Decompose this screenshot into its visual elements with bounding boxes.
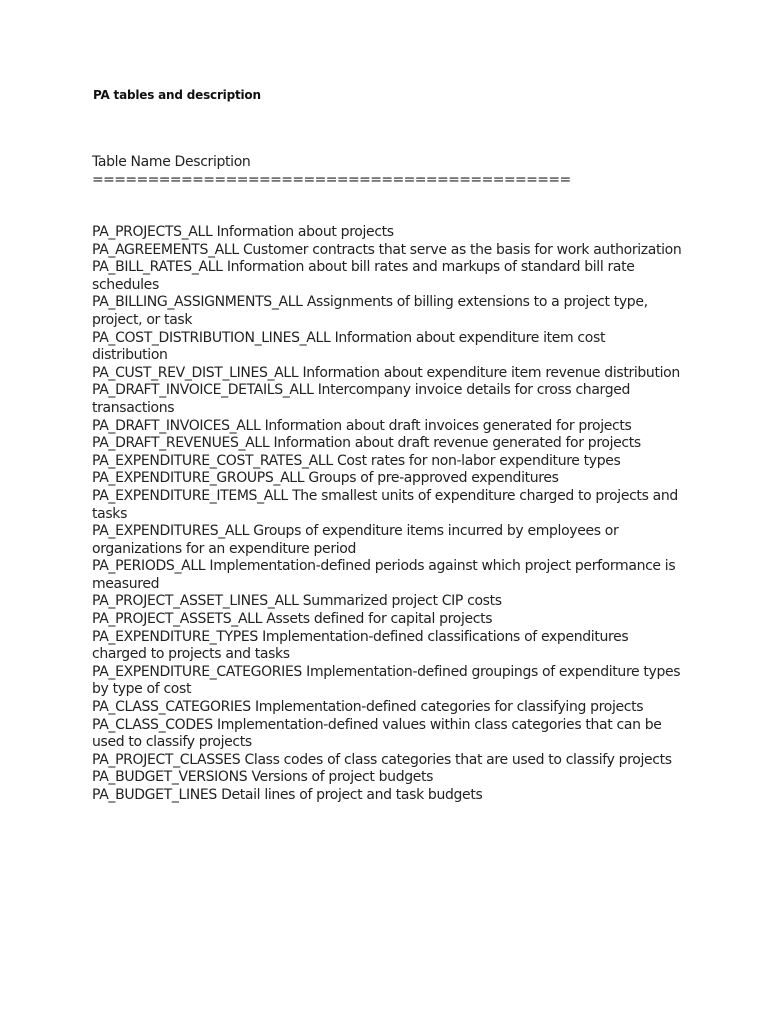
table-description: Cost rates for non-labor expenditure types xyxy=(337,452,621,469)
table-entry xyxy=(92,330,682,365)
table-entry xyxy=(92,558,682,593)
table-entry xyxy=(92,242,682,260)
table-entry xyxy=(92,629,682,664)
table-description: Customer contracts that serve as the basis for work authorization xyxy=(242,241,682,258)
table-description: Summarized project CIP costs xyxy=(302,593,502,610)
table-name: PA_BUDGET_VERSIONS xyxy=(92,769,248,786)
table-description: Class codes of class categories that are used to classify projects xyxy=(244,751,672,768)
table-name: PA_PERIODS_ALL xyxy=(92,558,206,575)
table-name: PA_PROJECT_ASSET_LINES_ALL xyxy=(92,593,299,610)
table-entry xyxy=(92,224,682,242)
table-entry xyxy=(92,787,682,805)
table-name: PA_EXPENDITURE_CATEGORIES xyxy=(92,663,302,680)
table-entry xyxy=(92,453,682,471)
table-entry xyxy=(92,418,682,436)
table-description: Implementation-defined classifications of expenditures charged to projects and tasks xyxy=(92,628,629,663)
table-name: PA_DRAFT_INVOICE_DETAILS_ALL xyxy=(92,382,314,399)
table-entry xyxy=(92,259,682,294)
table-entry xyxy=(92,488,682,523)
table-name: PA_COST_DISTRIBUTION_LINES_ALL xyxy=(92,329,331,346)
table-description: Implementation-defined periods against which project performance is measured xyxy=(92,558,676,592)
table-description: Information about expenditure item revenue distribution xyxy=(302,364,680,381)
table-description: Detail lines of project and task budgets xyxy=(221,787,483,803)
table-description: The smallest units of expenditure charged to projects and tasks xyxy=(92,487,678,522)
table-description: Intercompany invoice details for cross charged transactions xyxy=(92,382,631,416)
table-entry xyxy=(92,664,682,699)
header-rule: =========================================== xyxy=(92,171,571,188)
table-description: Assets defined for capital projects xyxy=(266,611,493,628)
table-entry xyxy=(92,593,682,611)
table-entry xyxy=(92,294,682,329)
table-name: PA_CUST_REV_DIST_LINES_ALL xyxy=(92,364,299,381)
table-name: PA_EXPENDITURE_TYPES xyxy=(92,628,258,645)
table-name: PA_DRAFT_REVENUES_ALL xyxy=(92,435,270,452)
table-description: Information about draft invoices generated for projects xyxy=(264,417,632,434)
table-name: PA_AGREEMENTS_ALL xyxy=(92,241,239,258)
table-name: PA_PROJECTS_ALL xyxy=(92,224,213,240)
table-name: PA_CLASS_CATEGORIES xyxy=(92,699,251,716)
table-name: PA_BUDGET_LINES xyxy=(92,787,217,803)
table-description: Versions of project budgets xyxy=(251,769,434,786)
table-name: PA_EXPENDITURE_ITEMS_ALL xyxy=(92,487,288,504)
column-headings: Table Name Description xyxy=(92,154,251,170)
table-description: Groups of pre-approved expenditures xyxy=(308,470,559,487)
table-description: Information about expenditure item cost distribution xyxy=(92,329,606,364)
table-entry xyxy=(92,470,682,488)
table-description: Implementation-defined groupings of expenditure types by type of cost xyxy=(92,663,681,698)
table-entry xyxy=(92,382,682,417)
table-entry xyxy=(92,769,682,787)
table-entry xyxy=(92,435,682,453)
document-title: PA tables and description xyxy=(93,88,261,102)
table-description: Groups of expenditure items incurred by employees or organizations for an expenditure period xyxy=(92,523,619,557)
table-entry xyxy=(92,365,682,383)
table-name: PA_EXPENDITURES_ALL xyxy=(92,523,250,540)
table-entry xyxy=(92,699,682,717)
table-entry xyxy=(92,611,682,629)
table-name: PA_PROJECT_CLASSES xyxy=(92,751,241,768)
table-description: Implementation-defined values within class categories that can be used to classify projects xyxy=(92,716,662,751)
table-description: Information about draft revenue generated for projects xyxy=(273,435,641,452)
table-name: PA_CLASS_CODES xyxy=(92,716,213,733)
table-name: PA_PROJECT_ASSETS_ALL xyxy=(92,611,263,628)
table-name: PA_BILLING_ASSIGNMENTS_ALL xyxy=(92,294,303,311)
table-description: Implementation-defined categories for classifying projects xyxy=(255,699,644,716)
table-entry xyxy=(92,523,682,558)
table-list xyxy=(92,224,682,805)
table-description: Assignments of billing extensions to a project type, project, or task xyxy=(92,294,648,328)
table-entry xyxy=(92,717,682,752)
table-description: Information about bill rates and markups of standard bill rate schedules xyxy=(92,259,635,293)
table-entry xyxy=(92,752,682,770)
table-description: Information about projects xyxy=(216,224,394,240)
table-name: PA_DRAFT_INVOICES_ALL xyxy=(92,417,261,434)
table-name: PA_EXPENDITURE_GROUPS_ALL xyxy=(92,470,305,487)
table-name: PA_BILL_RATES_ALL xyxy=(92,259,223,276)
table-name: PA_EXPENDITURE_COST_RATES_ALL xyxy=(92,452,333,469)
table-header xyxy=(92,154,571,189)
